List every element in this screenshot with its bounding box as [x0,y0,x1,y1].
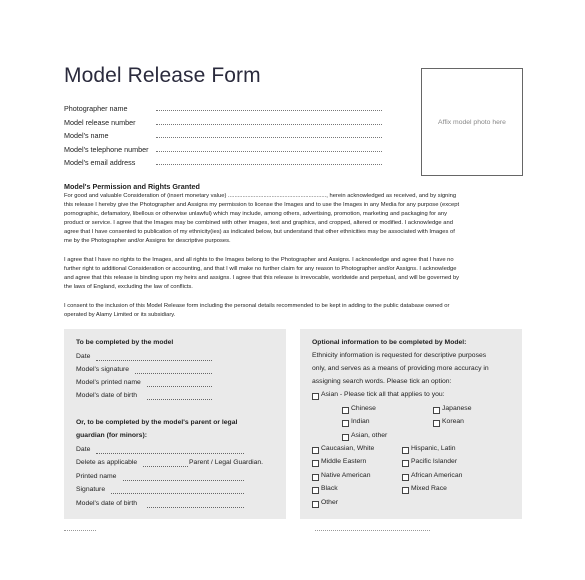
rights-paragraph [64,256,524,292]
header-fields [64,102,394,170]
paragraph-line: For good and valuable Consideration of (insert monetary value) ............................................................., herein acknowledged as received, and by signing [64,193,457,199]
model-email-field[interactable] [64,156,394,170]
box-heading: Optional information to be completed by Model: [312,339,467,346]
korean-checkbox[interactable] [433,420,440,427]
native-american-checkbox[interactable] [312,474,319,481]
delete-applicable-line[interactable] [143,465,188,467]
model-release-number-field[interactable] [64,116,394,130]
guardian-signature-label: Signature [76,486,106,493]
other-label: Other [321,499,338,506]
african-american-label: African American [411,472,463,479]
pacific-islander-checkbox[interactable] [402,460,409,467]
model-telephone-field[interactable] [64,143,394,157]
model-name-field[interactable] [64,129,394,143]
guardian-model-dob-line[interactable] [147,506,244,508]
consent-paragraph [64,302,524,320]
guardian-printed-name-line[interactable] [123,479,244,481]
signature-label: Model's signature [76,366,130,373]
printed-name-line[interactable] [147,385,212,387]
intro-line: Ethnicity information is requested for descriptive purposes [312,352,487,359]
black-label: Black [321,485,338,492]
japanese-label: Japanese [442,405,472,412]
asian-label: Asian - Please tick all that applies to you: [321,391,445,398]
cut-off-footer-text [64,524,96,531]
other-checkbox[interactable] [312,501,319,508]
box-heading: To be completed by the model [76,339,174,346]
guardian-date-line[interactable] [96,452,244,454]
paragraph-line: me by the Photographer and/or Assigns for descriptive purposes. [64,237,231,244]
paragraph-line: pornographic, defamatory, libellous or otherwise unlawful) which may include, among others, advertising, promotion, marketing and packaging for any [64,210,448,217]
field-label: Model's email address [64,158,136,167]
japanese-checkbox[interactable] [433,407,440,414]
field-label: Model release number [64,117,136,127]
black-checkbox[interactable] [312,487,319,494]
field-label: Model's telephone number [64,144,149,154]
fill-line [156,123,382,125]
paragraph-line: further right to additional Consideration or accounting, and that I will make no further claim for any reason to Photographer and/or Assigns. I acknowledge [64,265,457,272]
permission-paragraph [64,192,524,245]
guardian-heading: Or, to be completed by the model's parent or legal [76,419,238,426]
hispanic-checkbox[interactable] [402,447,409,454]
ethnicity-box [300,329,522,519]
asian-other-checkbox[interactable] [342,434,349,441]
intro-line: only, and serves as a means of providing more accuracy in [312,365,489,372]
caucasian-label: Caucasian, White [321,445,375,452]
photo-box-label: Affix model photo here [438,119,506,126]
paragraph-line: product or service. I agree that the Images may be combined with other images, text and graphics, and cropped, altered or modified. I acknowledge and [64,219,453,226]
field-label: Photographer name [64,104,128,113]
cut-off-footer-text [315,524,430,531]
paragraph-line: agree that I have consented to publication of my ethnicity(ies) as indicated below, but understand that other ethnicities may be associated with Images of [64,228,455,235]
pacific-islander-label: Pacific Islander [411,458,458,465]
field-label: Model's name [64,131,109,140]
paragraph-line: I consent to the inclusion of this Model Release form including the personal details recommended to be kept in adding to the public database owned or [64,303,450,309]
native-american-label: Native American [321,472,371,479]
asian-checkbox[interactable] [312,393,319,400]
date-line[interactable] [96,359,212,361]
indian-label: Indian [351,418,370,425]
printed-name-label: Model's printed name [76,379,141,386]
model-photo-box[interactable] [421,68,523,176]
paragraph-line: I agree that I have no rights to the Images, and all rights to the Images belong to the Photographer and Assigns. I acknowledge and agree that I have no [64,257,454,263]
delete-applicable-label: Delete as applicable [76,459,138,466]
indian-checkbox[interactable] [342,420,349,427]
signature-line[interactable] [135,372,212,374]
model-signature-box [64,329,286,519]
chinese-checkbox[interactable] [342,407,349,414]
section-heading: Model's Permission and Rights Granted [64,182,200,191]
photographer-name-field[interactable] [64,102,394,116]
paragraph-line: operated by Alamy Limited or its subsidiary. [64,311,176,318]
mixed-race-label: Mixed Race [411,485,447,492]
guardian-date-label: Date [76,446,91,453]
asian-other-label: Asian, other [351,432,388,439]
fill-line [156,136,382,138]
paragraph-line: this release I hereby give the Photographer and Assigns my permission to license the Images and to use the Images in any Media for any purpose (except [64,201,460,208]
korean-label: Korean [442,418,464,425]
middle-eastern-label: Middle Eastern [321,458,367,465]
fill-line [156,163,382,165]
paragraph-line: the laws of England, excluding the law of conflicts. [64,283,193,290]
paragraph-line: and agree that this release is binding upon my heirs and assigns. I agree that this release is irrevocable, worldwide and perpetual, and will be governed by [64,274,460,281]
date-of-birth-line[interactable] [147,398,212,400]
date-label: Date [76,353,91,360]
fill-line [156,109,382,111]
page-title: Model Release Form [64,64,261,87]
middle-eastern-checkbox[interactable] [312,460,319,467]
date-of-birth-label: Model's date of birth [76,392,137,399]
african-american-checkbox[interactable] [402,474,409,481]
parent-guardian-text: Parent / Legal Guardian. [189,459,264,466]
caucasian-checkbox[interactable] [312,447,319,454]
guardian-model-dob-label: Model's date of birth [76,500,137,507]
hispanic-label: Hispanic, Latin [411,445,456,452]
fill-line [156,150,382,152]
intro-line: assigning search words. Please tick an option: [312,378,452,385]
guardian-signature-line[interactable] [111,492,244,494]
mixed-race-checkbox[interactable] [402,487,409,494]
guardian-printed-name-label: Printed name [76,473,117,480]
chinese-label: Chinese [351,405,376,412]
guardian-heading: guardian (for minors): [76,432,147,439]
